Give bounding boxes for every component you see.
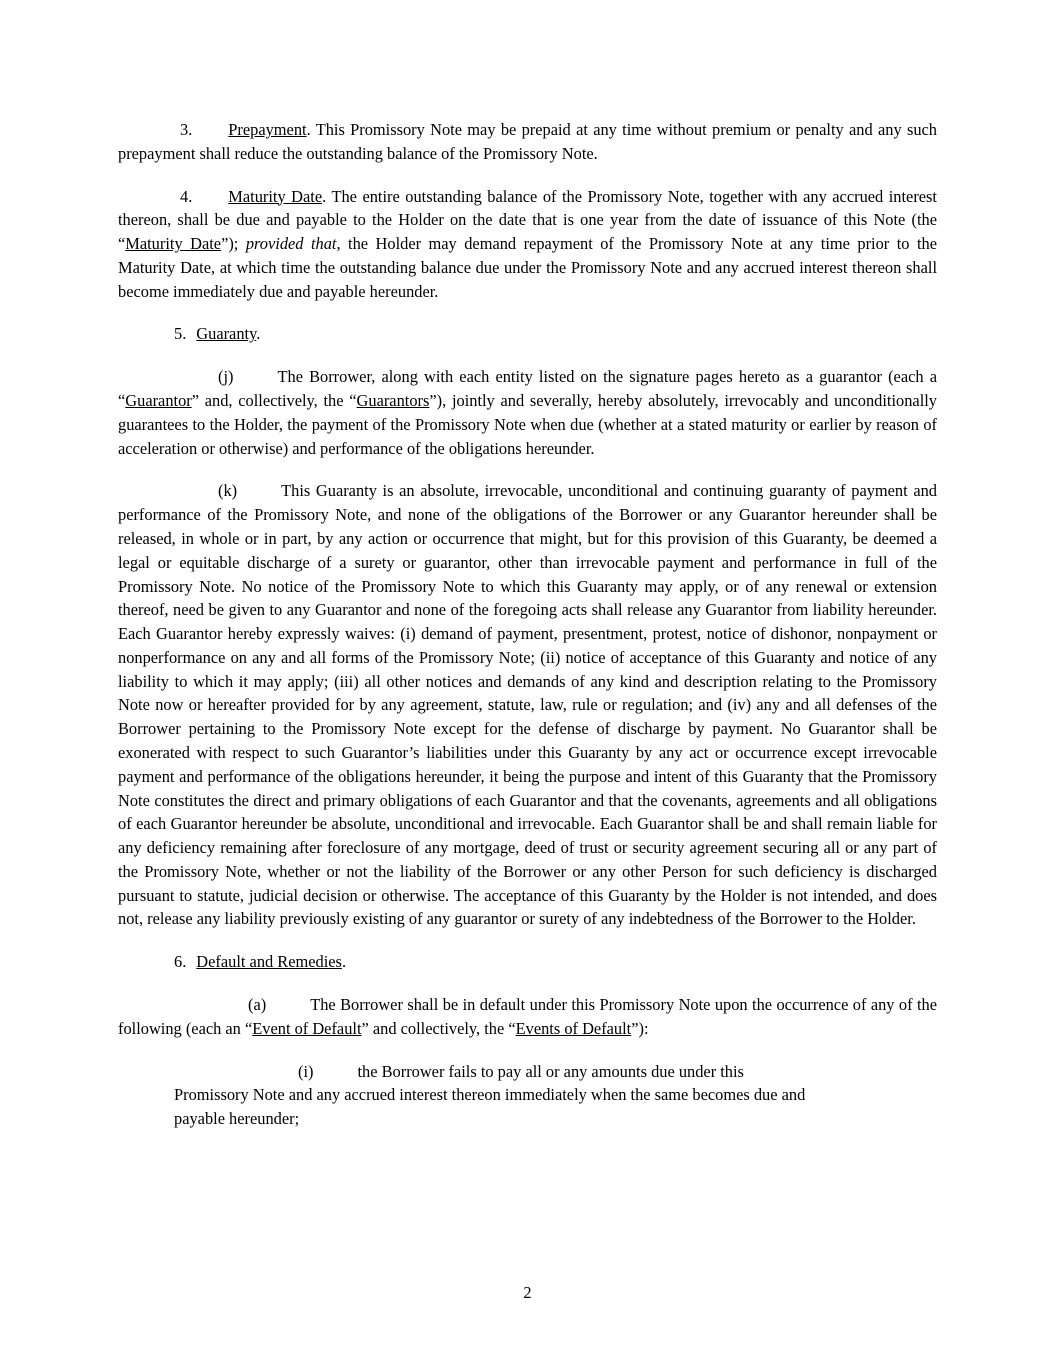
section-6-a-text-2: ” and collectively, the “ <box>361 1018 516 1038</box>
section-6-a-i-inner <box>174 1060 817 1131</box>
section-5-paragraph <box>118 322 937 346</box>
section-5-j-text-2: ” and, collectively, the “ <box>191 391 357 411</box>
section-4-number: 4. <box>180 186 193 206</box>
section-6-text: . <box>341 952 347 972</box>
section-5-j-defined-term-guarantor: Guarantor <box>125 391 192 411</box>
section-6-a-defined-term-events-of-default: Events of Default <box>515 1018 632 1038</box>
section-3-text: . This Promissory Note may be prepaid at any time without premium or penalty and any such prepayment shall reduce the outstanding balance of the Promissory Note. <box>118 120 937 163</box>
section-5-j-text-3: ”), jointly and severally, hereby absolutely, irrevocably and unconditionally guarantees to the Holder, the payment of the Promissory Note when due (whether at a stated maturity or earlier by reason of acceleration or otherwise) and performance of the obligations hereunder. <box>118 391 937 458</box>
section-4-text-2: ”); <box>221 234 246 254</box>
section-3-paragraph <box>118 118 937 166</box>
section-5-k-text: This Guaranty is an absolute, irrevocable, unconditional and continuing guaranty of payment and performance of the Promissory Note, and none of the obligations of the Borrower or any Guarantor hereunder shall be released, in whole or in part, by any action or occurrence that might, but for this provision of this Guaranty, be deemed a legal or equitable discharge of a surety or guarantor, other than irrevocable payment and performance in full of the Promissory Note. No notice of the Promissory Note to which this Guaranty may apply, or of any renewal or extension thereof, need be given to any Guarantor and none of the foregoing acts shall release any Guarantor from liability hereunder. Each Guarantor hereby expressly waives: (i) demand of payment, presentment, protest, notice of dishonor, nonpayment or nonperformance on any and all forms of the Promissory Note; (ii) notice of acceptance of this Guaranty and notice of any liability to which it may apply; (iii) all other notices and demands of any kind and description relating to the Promissory Note now or hereafter provided for by any agreement, statute, law, rule or regulation; and (iv) any and all defenses of the Borrower pertaining to the Promissory Note except for the defense of discharge by payment. No Guarantor shall be exonerated with respect to such Guarantor’s liabilities under this Guaranty by any act or occurrence except irrevocable payment and performance of the obligations hereunder, it being the purpose and intent of this Guaranty that the Promissory Note constitutes the direct and primary obligations of each Guarantor and that the covenants, agreements and all obligations of each Guarantor hereunder be absolute, unconditional and irrevocable. Each Guarantor shall be and shall remain liable for any deficiency remaining after foreclosure of any mortgage, deed of trust or security agreement securing all or any part of the Promissory Note, whether or not the liability of the Borrower or any other Person for such deficiency is discharged pursuant to statute, judicial decision or otherwise. The acceptance of this Guaranty by the Holder is not intended, and does not, release any liability previously existing of any guarantor or surety of any indebtedness of the Borrower to the Holder. <box>118 481 937 929</box>
section-4-defined-term-maturity-date: Maturity Date <box>125 234 222 254</box>
section-5-k-paragraph <box>118 479 937 931</box>
section-6-number: 6. <box>174 952 187 972</box>
section-3-heading: Prepayment <box>228 120 307 139</box>
section-6-a-i-text: the Borrower fails to pay all or any amounts due under this Promissory Note and any accrued interest thereon immediately when the same becomes due and payable hereunder; <box>174 1061 806 1129</box>
section-5-j-defined-term-guarantors: Guarantors <box>356 391 430 411</box>
section-6-heading: Default and Remedies <box>196 952 342 972</box>
section-4-text-3: , the Holder may demand repayment of the Promissory Note at any time prior to the Maturity Date, at which time the outstanding balance due under the Promissory Note and any accrued interest thereon shall become immediately due and payable hereunder. <box>118 234 937 301</box>
section-6-a-i-label: (i) <box>298 1061 314 1081</box>
section-5-k-label: (k) <box>218 481 238 501</box>
section-4-text-1: . The entire outstanding balance of the Promissory Note, together with any accrued interest thereon, shall be due and payable to the Holder on the date that is one year from the date of issuance of this Note (the “ <box>118 186 937 254</box>
section-6-a-defined-term-event-of-default: Event of Default <box>252 1018 362 1038</box>
section-4-paragraph <box>118 185 937 304</box>
section-6-a-text-1: The Borrower shall be in default under this Promissory Note upon the occurrence of any of the following (each an “ <box>118 995 937 1038</box>
page-number: 2 <box>523 1283 532 1302</box>
section-5-j-text-1: The Borrower, along with each entity listed on the signature pages hereto as a guarantor (each a “ <box>118 367 937 411</box>
section-5-number: 5. <box>174 324 187 344</box>
section-5-j-paragraph <box>118 365 937 460</box>
section-5-j-label: (j) <box>218 367 234 387</box>
section-4-heading: Maturity Date <box>228 186 323 206</box>
section-4-italic-provided-that: provided that <box>245 234 337 254</box>
section-6-a-paragraph <box>118 993 937 1041</box>
section-6-a-text-3: ”): <box>631 1018 649 1038</box>
section-6-a-label: (a) <box>248 995 267 1014</box>
document-body <box>118 118 937 1131</box>
section-5-text: . <box>256 324 261 344</box>
section-3-number: 3. <box>180 120 193 139</box>
section-6-a-i-paragraph <box>118 1060 937 1131</box>
section-5-heading: Guaranty <box>196 324 257 344</box>
section-6-paragraph <box>118 950 937 974</box>
